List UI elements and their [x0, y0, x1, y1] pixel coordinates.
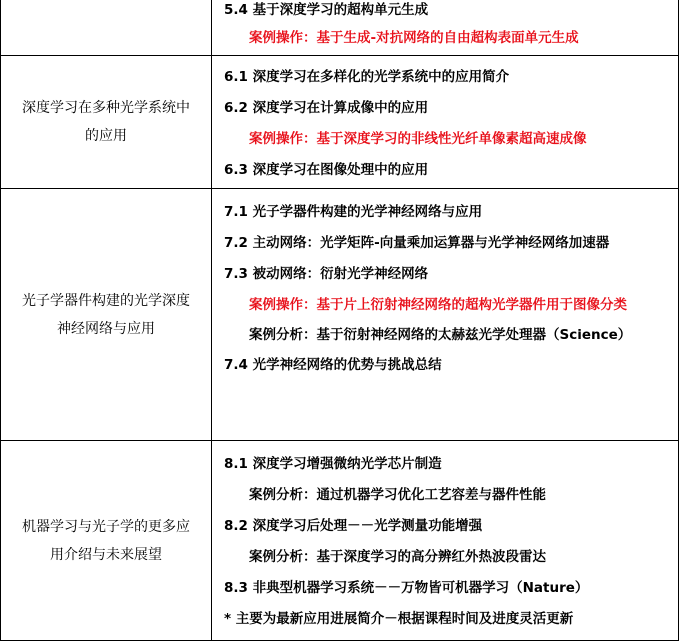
topic-cell — [1, 441, 212, 641]
note-line: * 主要为最新应用进展简介－根据课程时间及进度灵活更新 — [224, 611, 574, 627]
section-line: 5.4 基于深度学习的超构单元生成 — [224, 2, 429, 18]
topic-cell — [1, 0, 212, 56]
table-row — [1, 441, 679, 641]
section-line: 6.3 深度学习在图像处理中的应用 — [224, 162, 429, 178]
section-line: 7.2 主动网络：光学矩阵-向量乘加运算器与光学神经网络加速器 — [224, 235, 610, 251]
case-analysis-line: 案例分析：通过机器学习优化工艺容差与器件性能 — [249, 487, 546, 503]
table-row — [1, 56, 679, 189]
table-row — [1, 0, 679, 56]
content-cell — [212, 0, 679, 56]
case-analysis-line: 案例分析：基于深度学习的高分辨红外热波段雷达 — [249, 549, 546, 565]
content-cell — [212, 56, 679, 189]
topic-label: 深度学习在多种光学系统中的应用 — [22, 100, 190, 144]
topic-label: 机器学习与光子学的更多应用介绍与未来展望 — [22, 518, 190, 563]
table-row — [1, 189, 679, 441]
content-cell — [212, 441, 679, 641]
section-line: 6.2 深度学习在计算成像中的应用 — [224, 100, 429, 116]
section-line: 8.1 深度学习增强微纳光学芯片制造 — [224, 456, 442, 472]
section-line: 7.3 被动网络：衍射光学神经网络 — [224, 266, 429, 282]
topic-cell — [1, 56, 212, 189]
topic-label: 光子学器件构建的光学深度神经网络与应用 — [22, 292, 190, 337]
case-operation-line: 案例操作：基于片上衍射神经网络的超构光学器件用于图像分类 — [249, 297, 627, 313]
case-operation-line: 案例操作：基于深度学习的非线性光纤单像素超高速成像 — [249, 131, 587, 147]
case-operation-line: 案例操作：基于生成-对抗网络的自由超构表面单元生成 — [249, 30, 579, 46]
content-cell — [212, 189, 679, 441]
section-line: 8.2 深度学习后处理－－光学测量功能增强 — [224, 518, 483, 534]
section-line: 6.1 深度学习在多样化的光学系统中的应用简介 — [224, 69, 510, 85]
section-line: 7.1 光子学器件构建的光学神经网络与应用 — [224, 204, 483, 220]
topic-cell — [1, 189, 212, 441]
case-analysis-line: 案例分析：基于衍射神经网络的太赫兹光学处理器（Science） — [249, 327, 632, 343]
section-line: 8.3 非典型机器学习系统－－万物皆可机器学习（Nature） — [224, 580, 589, 596]
section-line: 7.4 光学神经网络的优势与挑战总结 — [224, 357, 442, 373]
